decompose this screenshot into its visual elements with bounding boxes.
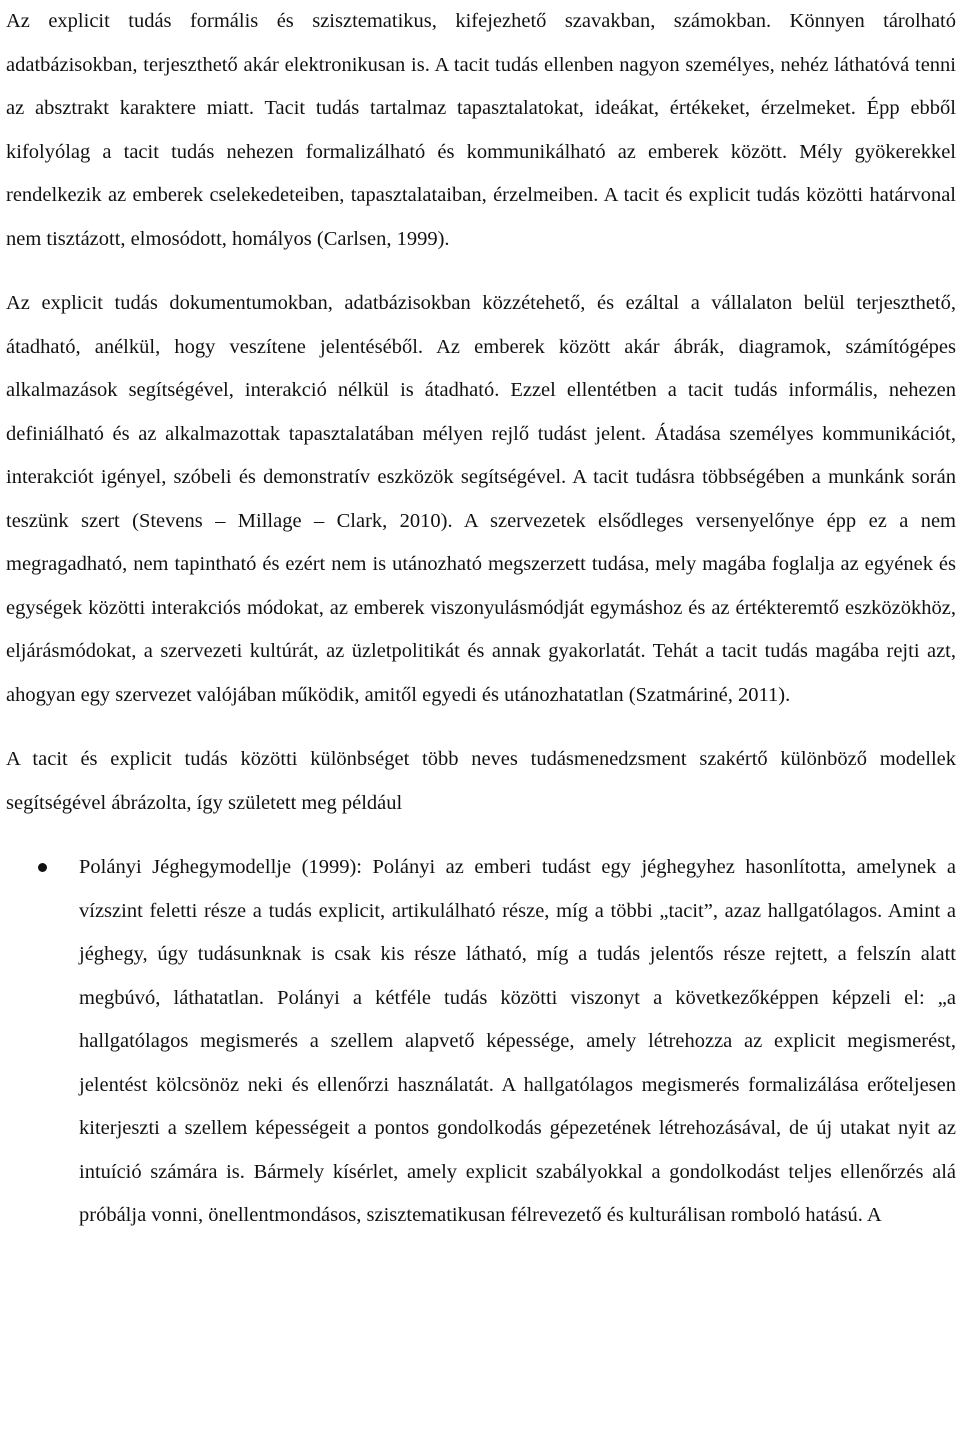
bullet-list — [6, 846, 956, 1238]
paragraph-models-intro: A tacit és explicit tudás közötti különbséget több neves tudásmenedzsment szakértő különböző modellek segítségével ábrázolta, így született meg például — [6, 748, 956, 814]
paragraph-knowledge-transfer: Az explicit tudás dokumentumokban, adatbázisokban közzétehető, és ezáltal a vállalaton belül terjeszthető, átadható, anélkül, hogy veszítene jelentéséből. Az emberek között akár ábrák, diagramok, számítógépes alkalmazások segítségével, interakció nélkül is átadható. Ezzel ellentétben a tacit tudás informális, nehezen definiálható és az alkalmazottak tapasztalatában mélyen rejlő tudást jelent. Átadása személyes kommunikációt, interakciót igényel, szóbeli és demonstratív eszközök segítségével. A tacit tudásra többségében a munkánk során teszünk szert (Stevens – Millage – Clark, 2010). A szervezetek elsődleges versenyelőnye épp ez a nem megragadható, nem tapintható és ezért nem is utánozható megszerzett tudása, mely magába foglalja az egyének és egységek közötti interakciós módokat, az emberek viszonyulásmódját egymáshoz és az értékteremtő eszközökhöz, eljárásmódokat, a szervezeti kultúrát, az üzletpolitikát és annak gyakorlatát. Tehát a tacit tudás magába rejti azt, ahogyan egy szervezet valójában működik, amitől egyedi és utánozhatatlan (Szatmáriné, 2011). — [6, 292, 956, 706]
document-page — [6, 0, 956, 1238]
bullet-dot-icon — [38, 863, 47, 872]
paragraph-explicit-vs-tacit: Az explicit tudás formális és szisztematikus, kifejezhető szavakban, számokban. Könnyen tárolható adatbázisokban, terjeszthető akár elektronikusan is. A tacit tudás ellenben nagyon személyes, nehéz láthatóvá tenni az absztrakt karaktere miatt. Tacit tudás tartalmaz tapasztalatokat, ideákat, értékeket, érzelmeket. Épp ebből kifolyólag a tacit tudás nehezen formalizálható és kommunikálható az emberek között. Mély gyökerekkel rendelkezik az emberek cselekedeteiben, tapasztalataiban, érzelmeiben. A tacit és explicit tudás közötti határvonal nem tisztázott, elmosódott, homályos (Carlsen, 1999). — [6, 10, 956, 250]
list-item-text: Polányi Jéghegymodellje (1999): Polányi az emberi tudást egy jéghegyhez hasonlította, amelynek a vízszint feletti része a tudás explicit, artikulálható része, míg a többi „tacit”, azaz hallgatólagos. Amint a jéghegy, úgy tudásunknak is csak kis része látható, míg a tudás jelentős része rejtett, a felszín alatt megbúvó, láthatatlan. Polányi a kétféle tudás közötti viszonyt a következőképpen képzeli el: „a hallgatólagos megismerés a szellem alapvető képessége, amely létrehozza az explicit megismerést, jelentést kölcsönöz neki és ellenőrzi használatát. A hallgatólagos megismerés formalizálása erőteljesen kiterjeszti a szellem képességeit a pontos gondolkodás gépezetének létrehozásával, de új utakat nyit az intuíció számára is. Bármely kísérlet, amely explicit szabályokkal a gondolkodást teljes ellenőrzés alá próbálja vonni, önellentmondásos, szisztematikusan félrevezető és kulturálisan romboló hatású. A — [79, 856, 956, 1226]
list-item — [6, 846, 956, 1238]
